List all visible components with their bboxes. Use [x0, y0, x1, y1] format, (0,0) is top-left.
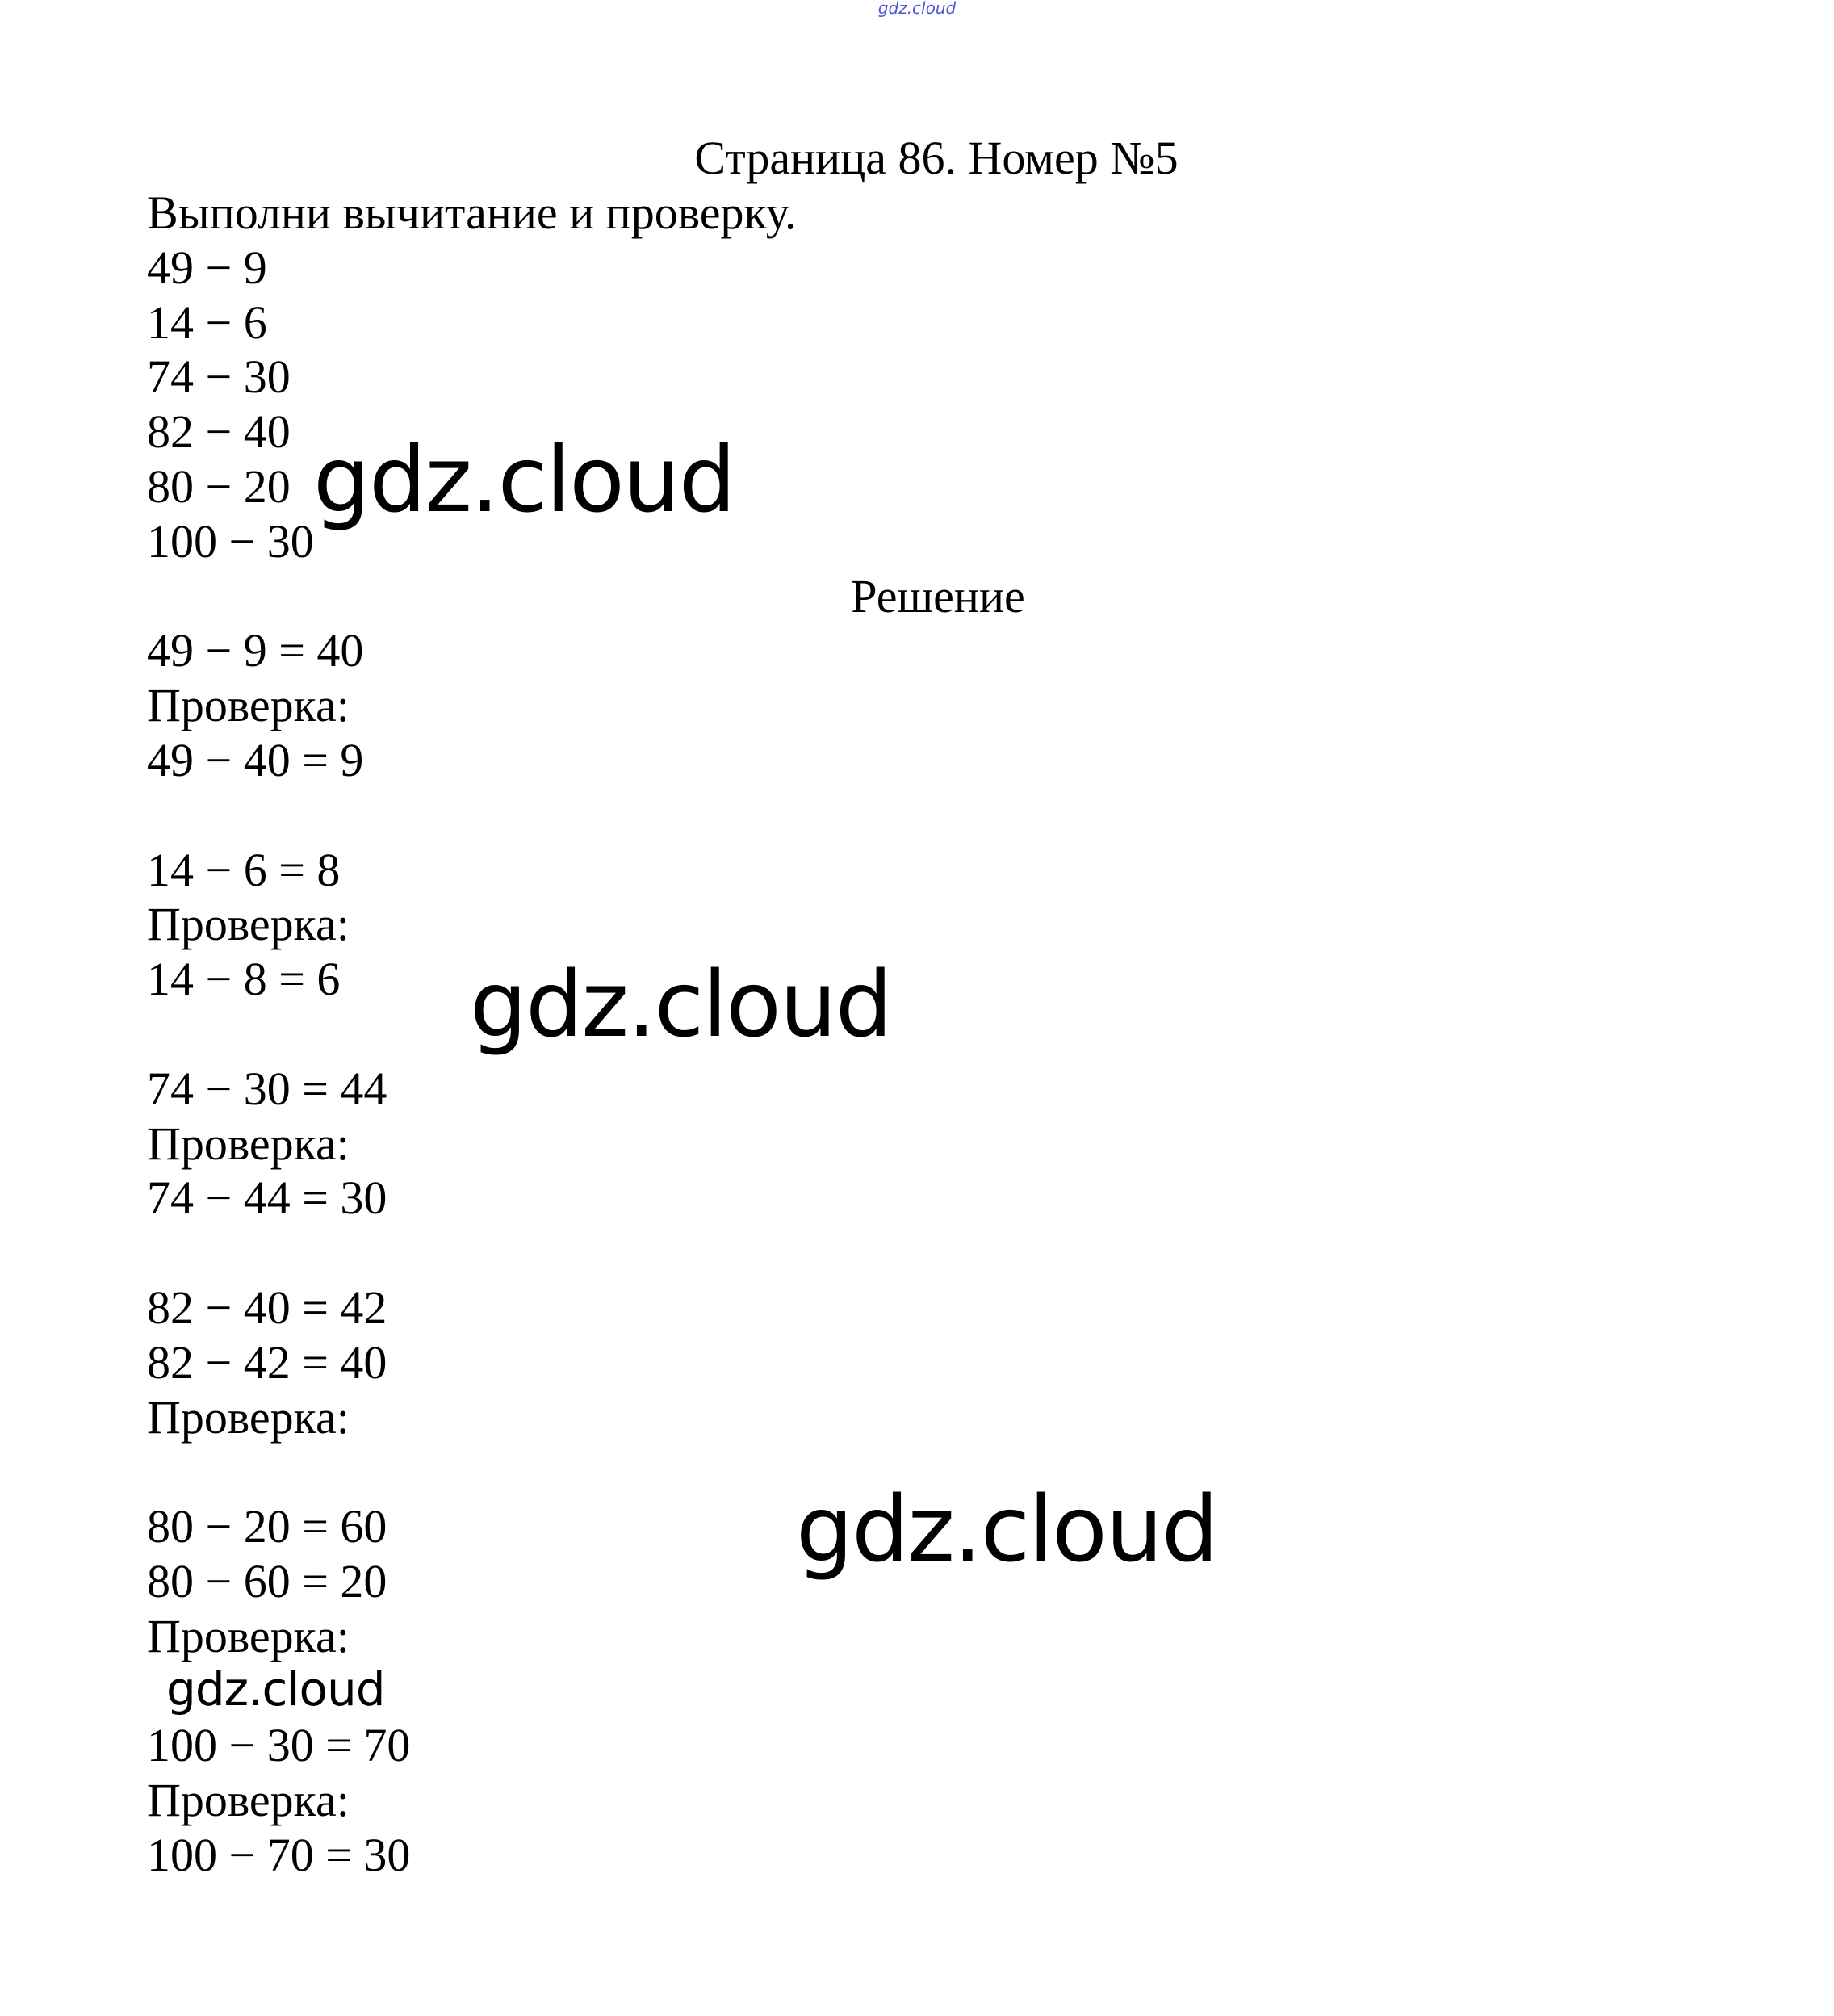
solution-heading: Решение	[851, 569, 1025, 622]
watermark: gdz.cloud	[313, 428, 735, 533]
task-expression: 49 − 9	[147, 241, 267, 294]
spacer	[147, 1664, 1761, 1719]
task-expression: 82 − 40	[147, 405, 291, 459]
spacer	[147, 1007, 1761, 1062]
spacer	[147, 1226, 1761, 1280]
solution-line: 82 − 40 = 42	[147, 1280, 387, 1334]
watermark: gdz.cloud	[166, 1662, 385, 1716]
solution-block	[147, 623, 1761, 787]
task-expression: 74 − 30	[147, 350, 291, 404]
solution-block	[147, 843, 1761, 1007]
solution-line: Проверка:	[147, 679, 350, 732]
solution-line: 74 − 30 = 44	[147, 1062, 387, 1115]
solution-line: 14 − 6 = 8	[147, 843, 341, 896]
task-instruction: Выполни вычитание и проверку.	[147, 187, 797, 239]
solution-block	[147, 1062, 1761, 1226]
solution-line: Проверка:	[147, 1774, 350, 1827]
solution-line: 49 − 9 = 40	[147, 624, 364, 677]
solution-line: Проверка:	[147, 1117, 350, 1170]
solution-line: Проверка:	[147, 898, 350, 951]
solution-line: 82 − 42 = 40	[147, 1335, 387, 1389]
solution-line: 80 − 20 = 60	[147, 1500, 387, 1553]
solution-line: 80 − 60 = 20	[147, 1554, 387, 1607]
solution-line: Проверка:	[147, 1609, 350, 1662]
spacer	[147, 788, 1761, 843]
solution-line: 49 − 40 = 9	[147, 733, 364, 786]
header-watermark: gdz.cloud	[877, 0, 957, 18]
task-expression: 80 − 20	[147, 459, 291, 513]
solution-line: 100 − 30 = 70	[147, 1719, 411, 1772]
task-expression: 14 − 6	[147, 295, 267, 349]
task-expression: 100 − 30	[147, 514, 314, 568]
solution-block	[147, 1280, 1761, 1444]
page-title: Страница 86. Номер №5	[694, 132, 1179, 184]
solution-line: 14 − 8 = 6	[147, 953, 341, 1006]
solution-line: 74 − 44 = 30	[147, 1171, 387, 1225]
watermark: gdz.cloud	[796, 1477, 1217, 1582]
solution-line: Проверка:	[147, 1390, 350, 1444]
solution-line: 100 − 70 = 30	[147, 1828, 411, 1881]
solution-block	[147, 1718, 1761, 1882]
watermark: gdz.cloud	[470, 953, 891, 1058]
